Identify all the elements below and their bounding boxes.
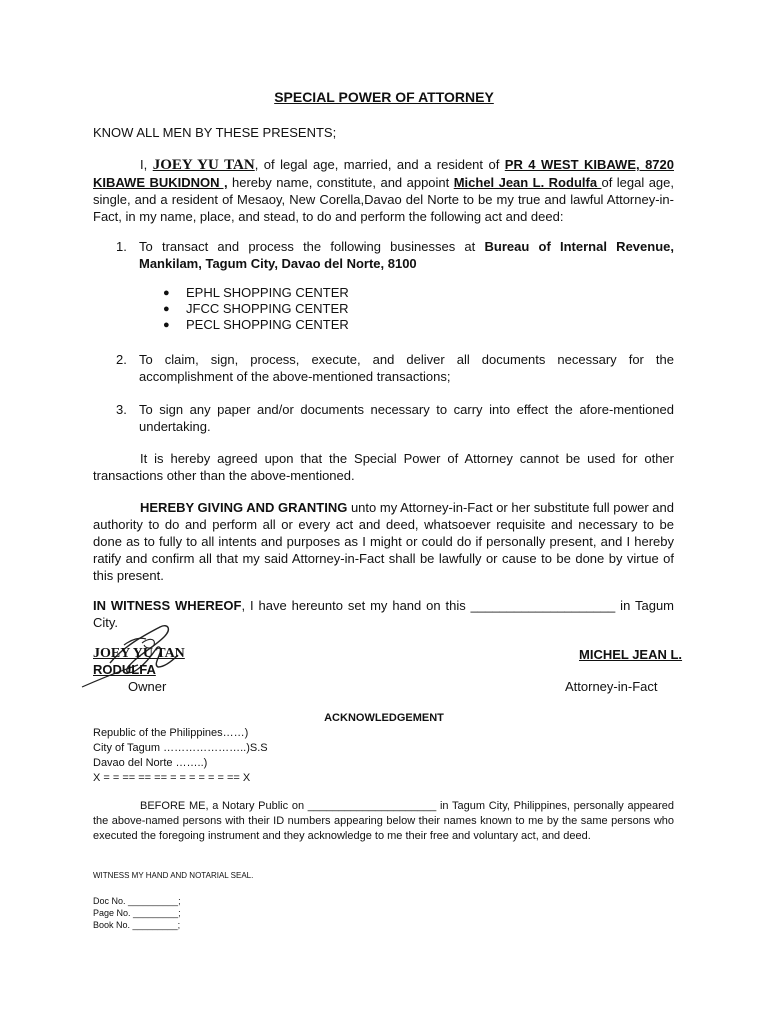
item-number: 3. xyxy=(116,402,127,417)
venue-line: City of Tagum …………………..)S.S xyxy=(93,742,268,754)
paragraph-agreed: It is hereby agreed upon that the Special Power of Attorney cannot be used for other transactions other than the above-mentioned. xyxy=(93,451,674,483)
p1-text3: of legal age, single, and a resident of Mesaoy, New Corella,Davao del Norte to be my true and lawful Attorney-in-Fact, in my name, place, and stead, to do and perform the following act and deed: xyxy=(93,175,674,224)
list-item: ● PECL SHOPPING CENTER xyxy=(163,317,349,332)
p1-text1: , of legal age, married, and a resident of xyxy=(254,157,505,172)
attorney-in-fact-label: Attorney-in-Fact xyxy=(565,679,658,694)
granting-text: unto my Attorney-in-Fact or her substitute full power and authority to do and perform all or every act and deed, whatsoever requisite and necessary to be done as to fully to all intents and purposes as I might or could do if personally present, and I hereby ratify and confirm all that my said Attorney-in-Fact shall be lawfully or cause to be done by virtue of this present. xyxy=(93,500,674,583)
witness-text: , I have hereunto set my hand on this ____________________ in Tagum City. xyxy=(93,598,674,630)
doc-number-line: Doc No. __________; xyxy=(93,896,181,906)
principal-address: PR 4 WEST KIBAWE, 8720 KIBAWE BUKIDNON , xyxy=(93,157,674,190)
p1-prefix: I, xyxy=(140,157,153,172)
p1-text2: hereby name, constitute, and appoint xyxy=(227,175,454,190)
bullet-icon: ● xyxy=(163,319,170,331)
page-number-line: Page No. _________; xyxy=(93,908,181,918)
list-item: ● EPHL SHOPPING CENTER xyxy=(163,285,349,300)
item-number: 1. xyxy=(116,239,127,254)
intro-line: KNOW ALL MEN BY THESE PRESENTS; xyxy=(93,125,337,140)
book-number-line: Book No. _________; xyxy=(93,920,181,930)
item-text: To sign any paper and/or documents necessary to carry into effect the afore-mentioned undertaking. xyxy=(139,402,674,434)
item-text: To transact and process the following businesses at xyxy=(139,239,485,254)
document-title: SPECIAL POWER OF ATTORNEY xyxy=(274,89,494,105)
bullet-icon: ● xyxy=(163,303,170,315)
business-list xyxy=(163,285,349,333)
numbered-item-1 xyxy=(116,238,674,272)
venue-line: X = = == == == = = = = = = == X xyxy=(93,772,251,784)
numbered-item-3 xyxy=(116,401,674,435)
acknowledgement-paragraph: BEFORE ME, a Notary Public on _____________________ in Tagum City, Philippines, personally appeared the above-named persons with their ID numbers appearing below their names known to me by the same persons who executed the foregoing instrument and they acknowledge to me their free and voluntary act, and deed. xyxy=(93,800,674,842)
owner-label: Owner xyxy=(128,679,167,694)
item-number: 2. xyxy=(116,352,127,367)
notarial-register-lines xyxy=(93,895,181,931)
witness-bold: IN WITNESS WHEREOF xyxy=(93,598,242,613)
paragraph-granting xyxy=(93,499,674,584)
list-item: ● JFCC SHOPPING CENTER xyxy=(163,301,349,316)
numbered-item-2 xyxy=(116,351,674,385)
venue-line: Davao del Norte ……..) xyxy=(93,757,208,769)
venue-block xyxy=(93,726,268,786)
notarial-seal-line: WITNESS MY HAND AND NOTARIAL SEAL. xyxy=(93,871,254,880)
bullet-icon: ● xyxy=(163,287,170,299)
granting-bold: HEREBY GIVING AND GRANTING xyxy=(140,500,348,515)
principal-name: JOEY YU TAN xyxy=(152,157,255,173)
principal-signature-name: JOEY YU TAN xyxy=(93,646,185,661)
agent-signature-name: MICHEL JEAN L. xyxy=(579,647,683,662)
principal-signature-name-cont: RODULFA xyxy=(93,662,156,677)
acknowledgement-title: ACKNOWLEDGEMENT xyxy=(324,712,444,724)
paragraph-appointment xyxy=(93,156,674,225)
item-text: To claim, sign, process, execute, and deliver all documents necessary for the accomplishment of the above-mentioned transactions; xyxy=(139,352,674,384)
principal-signature-block xyxy=(93,646,185,678)
agent-name: Michel Jean L. Rodulfa xyxy=(453,175,602,190)
item-bold: Bureau of Internal Revenue, Mankilam, Tagum City, Davao del Norte, 8100 xyxy=(139,239,674,271)
venue-line: Republic of the Philippines……) xyxy=(93,727,249,739)
